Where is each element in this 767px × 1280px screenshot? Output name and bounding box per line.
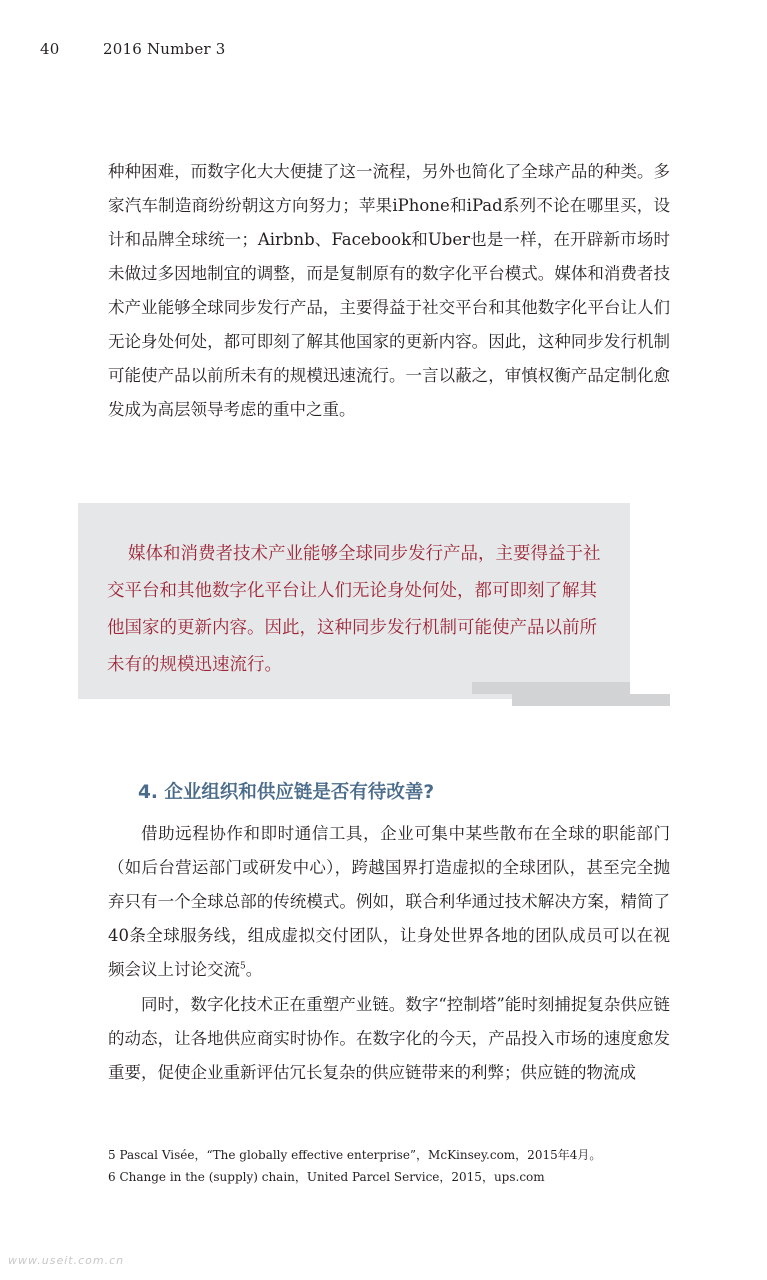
body-paragraph-1: 种种困难，而数字化大大便捷了这一流程，另外也简化了全球产品的种类。多家汽车制造商纷纷朝这方向努力；苹果iPhone和iPad系列不论在哪里买，设计和品牌全球统一；Airbnb、Facebook和Uber也是一样，在开辟新市场时未做过多因地制宜的调整，而是复制原有的数字化平台模式。媒体和消费者技术产业能够全球同步发行产品，主要得益于社交平台和其他数字化平台让人们无论身处何处，都可即刻了解其他国家的更新内容。因此，这种同步发行机制可能使产品以前所未有的规模迅速流行。一言以蔽之，审慎权衡产品定制化愈发成为高层领导考虑的重中之重。 <box>108 162 670 419</box>
footnote-6: 6 Change in the (supply) chain，United Parcel Service，2015，ups.com <box>108 1170 545 1184</box>
section-title: 4. 企业组织和供应链是否有待改善? <box>138 782 435 803</box>
footnote-5: 5 Pascal Visée，“The globally effective enterprise”，McKinsey.com，2015年4月。 <box>108 1148 602 1162</box>
watermark: www.useit.com.cn <box>8 1254 125 1267</box>
pull-quote-text: 媒体和消费者技术产业能够全球同步发行产品，主要得益于社交平台和其他数字化平台让人们无论身处何处，都可即刻了解其他国家的更新内容。因此，这种同步发行机制可能使产品以前所未有的规模迅速流行。 <box>107 544 601 675</box>
issue-label: 2016 Number 3 <box>103 40 226 58</box>
body-paragraph-2 <box>108 817 670 987</box>
pull-quote-decoration <box>512 694 670 706</box>
footnote-ref-5[interactable]: 5 <box>240 961 246 972</box>
body-paragraph-2-end: 。 <box>245 960 263 979</box>
footnotes <box>108 1144 708 1188</box>
body-paragraph-2-text: 借助远程协作和即时通信工具，企业可集中某些散布在全球的职能部门（如后台营运部门或研发中心），跨越国界打造虚拟的全球团队，甚至完全抛弃只有一个全球总部的传统模式。例如，联合利华通过技术解决方案，精简了40条全球服务线，组成虚拟交付团队，让身处世界各地的团队成员可以在视频会议上讨论交流 <box>108 824 670 979</box>
page-number: 40 <box>40 40 60 58</box>
body-paragraph-3: 同时，数字化技术正在重塑产业链。数字“控制塔”能时刻捕捉复杂供应链的动态，让各地供应商实时协作。在数字化的今天，产品投入市场的速度愈发重要，促使企业重新评估冗长复杂的供应链带来的利弊；供应链的物流成 <box>108 995 670 1082</box>
